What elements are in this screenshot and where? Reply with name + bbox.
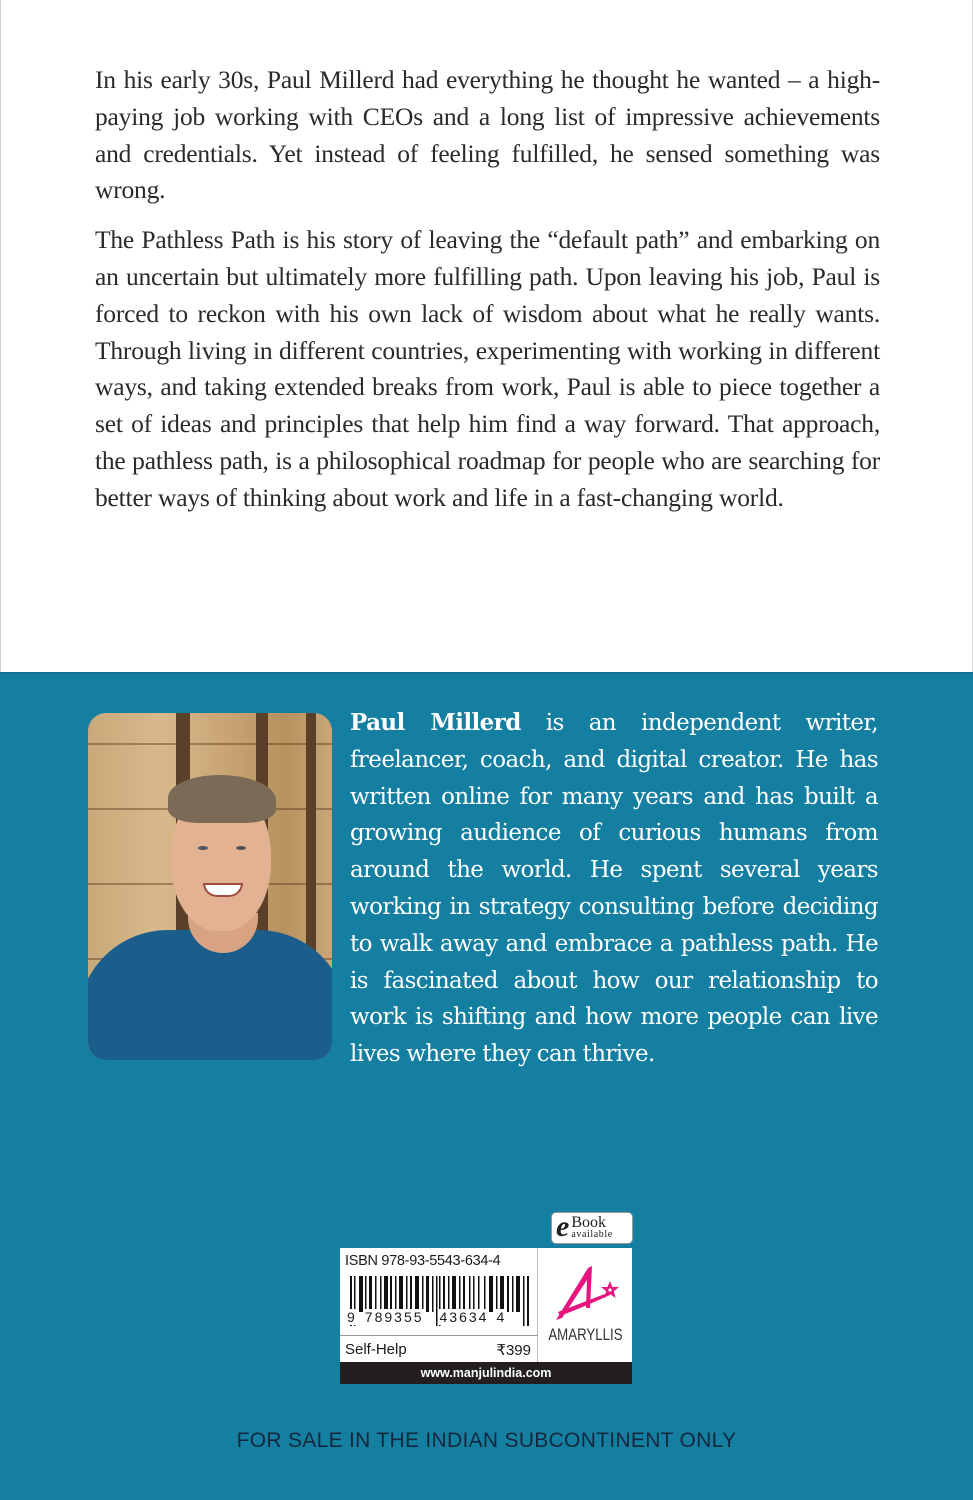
isbn-label: ISBN 978-93-5543-634-4 <box>345 1253 501 1269</box>
barcode-digit-group: 43634 <box>439 1309 489 1325</box>
genre-label: Self-Help <box>345 1341 407 1358</box>
author-name: Paul Millerd <box>350 709 521 736</box>
publisher-name: AMARYLLIS <box>548 1325 623 1344</box>
barcode-digits <box>346 1309 532 1325</box>
publisher-logo-panel <box>538 1248 632 1362</box>
ebook-available: available <box>571 1229 613 1240</box>
book-blurb <box>95 62 880 517</box>
blurb-paragraph-2: The Pathless Path is his story of leaving the “default path” and embarking on an uncertain but ultimately more fulfilling path. Upon leaving his job, Paul is forced to reckon with his own lack of wisdom about what he really wants. Through living in different countries, experimenting with working in different ways, and taking extended breaks from work, Paul is able to piece together a set of ideas and principles that help him find a way forward. That approach, the pathless path, is a philosophical roadmap for people who are searching for better ways of thinking about work and life in a fast-changing world. <box>95 225 880 512</box>
barcode-panel <box>340 1248 538 1362</box>
isbn-barcode-box <box>340 1248 632 1362</box>
photo-eye <box>236 846 246 850</box>
author-bio-text: is an independent writer, freelancer, coach, and digital creator. He has written online for many years and has built a growing audience of curious humans from around the world. He spent several years working in strategy consulting before deciding to walk away and embrace a pathless path. He is fascinated about how our relationship to work is shifting and how more people can live lives where they can thrive. <box>350 710 878 1068</box>
barcode-digit-group: 789355 <box>364 1309 424 1325</box>
author-bio <box>350 705 878 1073</box>
ebook-available-badge <box>551 1212 633 1244</box>
publisher-website[interactable]: www.manjulindia.com <box>340 1362 632 1384</box>
author-photo <box>88 713 332 1060</box>
photo-plank <box>88 743 332 745</box>
photo-hair <box>168 775 276 823</box>
ebook-e-icon: e <box>556 1210 570 1243</box>
price-label: ₹399 <box>496 1342 531 1359</box>
barcode-digit-group: 4 <box>496 1309 507 1325</box>
divider <box>340 1335 538 1336</box>
amaryllis-logo-icon <box>548 1262 624 1322</box>
photo-eye <box>198 846 208 850</box>
blurb-paragraph-1: In his early 30s, Paul Millerd had everything he thought he wanted – a high-paying job working with CEOs and a long list of impressive achievements and credentials. Yet instead of feeling fulfilled, he sensed something was wrong. <box>95 65 880 205</box>
blurb-section <box>0 0 973 672</box>
sale-region-note: FOR SALE IN THE INDIAN SUBCONTINENT ONLY <box>236 1429 737 1452</box>
barcode-digit-group: 9 <box>347 1309 357 1325</box>
ebook-word: Book <box>571 1214 606 1231</box>
